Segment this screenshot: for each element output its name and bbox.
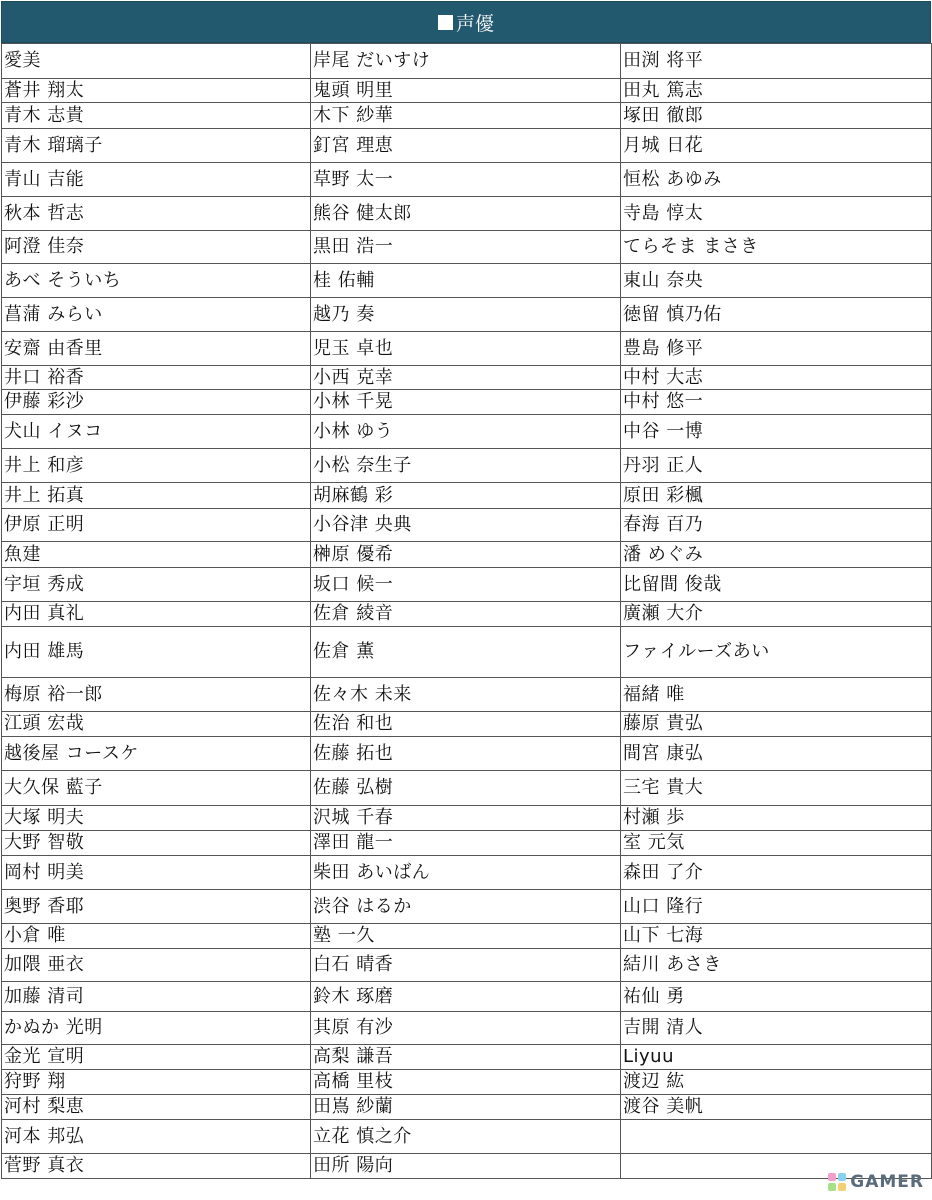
cast-name-cell: 奥野 香耶 bbox=[2, 890, 311, 924]
cast-name-cell: 福緒 唯 bbox=[621, 678, 932, 712]
cast-name-cell: 小松 奈生子 bbox=[311, 449, 621, 483]
cast-name-cell: 内田 真礼 bbox=[2, 602, 311, 627]
table-row bbox=[2, 831, 932, 856]
cast-name-cell: 寺島 惇太 bbox=[621, 197, 932, 231]
watermark-text: GAMER bbox=[850, 1172, 924, 1192]
cast-name-cell: 月城 日花 bbox=[621, 129, 932, 163]
cast-name-cell: 小林 ゆう bbox=[311, 415, 621, 449]
cast-name-cell: 草野 太一 bbox=[311, 163, 621, 197]
cast-name-cell: 渡谷 美帆 bbox=[621, 1095, 932, 1120]
cast-name-cell: 春海 百乃 bbox=[621, 509, 932, 542]
table-row bbox=[2, 1120, 932, 1154]
table-row bbox=[2, 103, 932, 129]
table-row bbox=[2, 264, 932, 298]
table-row bbox=[2, 1012, 932, 1045]
cast-name-cell: 釘宮 理恵 bbox=[311, 129, 621, 163]
cast-name-cell: 柴田 あいばん bbox=[311, 856, 621, 890]
cast-name-cell: 岡村 明美 bbox=[2, 856, 311, 890]
cast-name-cell: 胡麻鶴 彩 bbox=[311, 483, 621, 509]
cast-name-cell: 山口 隆行 bbox=[621, 890, 932, 924]
cast-name-cell: 佐治 和也 bbox=[311, 712, 621, 737]
cast-name-cell: 塚田 徹郎 bbox=[621, 103, 932, 129]
table-row bbox=[2, 483, 932, 509]
cast-name-cell: 渡辺 紘 bbox=[621, 1070, 932, 1095]
table-row bbox=[2, 771, 932, 806]
cast-name-cell: 蒼井 翔太 bbox=[2, 79, 311, 103]
cast-name-cell: 井上 拓真 bbox=[2, 483, 311, 509]
cast-name-cell: 鈴木 琢磨 bbox=[311, 982, 621, 1012]
cast-name-cell: 大塚 明夫 bbox=[2, 806, 311, 831]
cast-name-cell: 魚建 bbox=[2, 542, 311, 568]
cast-name-cell: 児玉 卓也 bbox=[311, 332, 621, 366]
cast-name-cell: 伊原 正明 bbox=[2, 509, 311, 542]
cast-name-cell: 結川 あさき bbox=[621, 949, 932, 982]
cast-name-cell: 立花 慎之介 bbox=[311, 1120, 621, 1154]
cast-name-cell: 高橋 里枝 bbox=[311, 1070, 621, 1095]
table-row bbox=[2, 197, 932, 231]
cast-name-cell: 菖蒲 みらい bbox=[2, 298, 311, 332]
cast-table-sheet bbox=[1, 1, 931, 1179]
square-bullet-icon bbox=[438, 15, 453, 30]
table-row bbox=[2, 856, 932, 890]
table-row bbox=[2, 542, 932, 568]
cast-name-cell: 青木 瑠璃子 bbox=[2, 129, 311, 163]
cast-name-cell: 狩野 翔 bbox=[2, 1070, 311, 1095]
cast-name-cell: 佐藤 拓也 bbox=[311, 737, 621, 771]
cast-name-cell: 大野 智敬 bbox=[2, 831, 311, 856]
gamer-logo-icon bbox=[827, 1172, 847, 1192]
table-row bbox=[2, 332, 932, 366]
cast-name-cell: 江頭 宏哉 bbox=[2, 712, 311, 737]
cast-name-cell: 藤原 貴弘 bbox=[621, 712, 932, 737]
cast-name-cell: 坂口 候一 bbox=[311, 568, 621, 602]
cast-name-cell: 佐々木 未来 bbox=[311, 678, 621, 712]
table-row bbox=[2, 163, 932, 197]
cast-name-cell: 中村 悠一 bbox=[621, 390, 932, 415]
cast-name-cell: 室 元気 bbox=[621, 831, 932, 856]
table-row bbox=[2, 890, 932, 924]
cast-name-cell: 阿澄 佳奈 bbox=[2, 231, 311, 264]
cast-name-cell: 越後屋 コースケ bbox=[2, 737, 311, 771]
cast-name-cell: 岸尾 だいすけ bbox=[311, 44, 621, 79]
cast-name-cell: てらそま まさき bbox=[621, 231, 932, 264]
cast-name-cell: 鬼頭 明里 bbox=[311, 79, 621, 103]
table-row bbox=[2, 390, 932, 415]
table-row bbox=[2, 1070, 932, 1095]
cast-name-cell: 青木 志貴 bbox=[2, 103, 311, 129]
table-row bbox=[2, 449, 932, 483]
cast-name-cell: 梅原 裕一郎 bbox=[2, 678, 311, 712]
cast-name-cell: 村瀬 歩 bbox=[621, 806, 932, 831]
table-row bbox=[2, 129, 932, 163]
cast-name-cell: 愛美 bbox=[2, 44, 311, 79]
cast-name-cell: 桂 佑輔 bbox=[311, 264, 621, 298]
cast-name-cell: 丹羽 正人 bbox=[621, 449, 932, 483]
cast-name-cell: 井口 裕香 bbox=[2, 366, 311, 390]
cast-name-cell: 其原 有沙 bbox=[311, 1012, 621, 1045]
cast-name-cell: かぬか 光明 bbox=[2, 1012, 311, 1045]
cast-name-cell: 東山 奈央 bbox=[621, 264, 932, 298]
table-row bbox=[2, 1095, 932, 1120]
cast-name-cell: 渋谷 はるか bbox=[311, 890, 621, 924]
header-title: 声優 bbox=[455, 12, 494, 35]
cast-name-cell: 恒松 あゆみ bbox=[621, 163, 932, 197]
cast-name-cell: 小倉 唯 bbox=[2, 924, 311, 949]
table-row bbox=[2, 298, 932, 332]
cast-name-cell: 吉開 清人 bbox=[621, 1012, 932, 1045]
table-row bbox=[2, 678, 932, 712]
cast-name-cell bbox=[621, 1120, 932, 1154]
cast-name-cell: 犬山 イヌコ bbox=[2, 415, 311, 449]
cast-name-cell: 内田 雄馬 bbox=[2, 627, 311, 678]
cast-name-cell: 加隈 亜衣 bbox=[2, 949, 311, 982]
table-row bbox=[2, 415, 932, 449]
table-row bbox=[2, 366, 932, 390]
cast-name-cell: 菅野 真衣 bbox=[2, 1154, 311, 1179]
table-row bbox=[2, 1154, 932, 1179]
cast-name-cell: 小谷津 央典 bbox=[311, 509, 621, 542]
cast-name-cell: 大久保 藍子 bbox=[2, 771, 311, 806]
cast-name-cell: 豊島 修平 bbox=[621, 332, 932, 366]
cast-name-cell: あべ そういち bbox=[2, 264, 311, 298]
table-row bbox=[2, 949, 932, 982]
table-row bbox=[2, 924, 932, 949]
cast-name-cell: 高梨 謙吾 bbox=[311, 1045, 621, 1070]
table-row bbox=[2, 568, 932, 602]
cast-name-cell: 原田 彩楓 bbox=[621, 483, 932, 509]
cast-name-cell: 沢城 千春 bbox=[311, 806, 621, 831]
cast-name-cell: 白石 晴香 bbox=[311, 949, 621, 982]
cast-name-cell: 金光 宣明 bbox=[2, 1045, 311, 1070]
table-row bbox=[2, 982, 932, 1012]
cast-name-cell: 佐藤 弘樹 bbox=[311, 771, 621, 806]
cast-name-cell: 小西 克幸 bbox=[311, 366, 621, 390]
cast-name-cell: 安齋 由香里 bbox=[2, 332, 311, 366]
cast-name-cell: Liyuu bbox=[621, 1045, 932, 1070]
table-row bbox=[2, 806, 932, 831]
cast-name-cell: 伊藤 彩沙 bbox=[2, 390, 311, 415]
cast-name-cell: 田嶌 紗蘭 bbox=[311, 1095, 621, 1120]
cast-name-cell: 山下 七海 bbox=[621, 924, 932, 949]
cast-name-cell: 井上 和彦 bbox=[2, 449, 311, 483]
voice-actor-table bbox=[1, 43, 932, 1179]
cast-name-cell: 祐仙 勇 bbox=[621, 982, 932, 1012]
cast-name-cell: 田渕 将平 bbox=[621, 44, 932, 79]
cast-name-cell: 中村 大志 bbox=[621, 366, 932, 390]
cast-name-cell: 熊谷 健太郎 bbox=[311, 197, 621, 231]
table-header bbox=[1, 1, 931, 43]
cast-name-cell: 三宅 貴大 bbox=[621, 771, 932, 806]
cast-name-cell: 黒田 浩一 bbox=[311, 231, 621, 264]
cast-name-cell: 越乃 奏 bbox=[311, 298, 621, 332]
cast-name-cell: 徳留 慎乃佑 bbox=[621, 298, 932, 332]
table-row bbox=[2, 1045, 932, 1070]
table-row bbox=[2, 712, 932, 737]
cast-name-cell: 河村 梨恵 bbox=[2, 1095, 311, 1120]
table-body bbox=[2, 44, 932, 1179]
cast-name-cell: 加藤 清司 bbox=[2, 982, 311, 1012]
cast-name-cell: 宇垣 秀成 bbox=[2, 568, 311, 602]
cast-name-cell: 森田 了介 bbox=[621, 856, 932, 890]
cast-name-cell: 中谷 一博 bbox=[621, 415, 932, 449]
cast-name-cell: 河本 邦弘 bbox=[2, 1120, 311, 1154]
table-row bbox=[2, 231, 932, 264]
table-row bbox=[2, 627, 932, 678]
cast-name-cell: 田所 陽向 bbox=[311, 1154, 621, 1179]
table-row bbox=[2, 44, 932, 79]
cast-name-cell: 秋本 哲志 bbox=[2, 197, 311, 231]
cast-name-cell: 木下 紗華 bbox=[311, 103, 621, 129]
cast-name-cell: 田丸 篤志 bbox=[621, 79, 932, 103]
cast-name-cell: 潘 めぐみ bbox=[621, 542, 932, 568]
cast-name-cell: 間宮 康弘 bbox=[621, 737, 932, 771]
table-row bbox=[2, 602, 932, 627]
cast-name-cell: 澤田 龍一 bbox=[311, 831, 621, 856]
gamer-watermark bbox=[827, 1172, 924, 1192]
cast-name-cell: 青山 吉能 bbox=[2, 163, 311, 197]
cast-name-cell: ファイルーズあい bbox=[621, 627, 932, 678]
cast-name-cell: 佐倉 薫 bbox=[311, 627, 621, 678]
cast-name-cell: 小林 千晃 bbox=[311, 390, 621, 415]
cast-name-cell: 塾 一久 bbox=[311, 924, 621, 949]
cast-name-cell: 榊原 優希 bbox=[311, 542, 621, 568]
cast-name-cell: 廣瀬 大介 bbox=[621, 602, 932, 627]
cast-name-cell: 佐倉 綾音 bbox=[311, 602, 621, 627]
table-row bbox=[2, 509, 932, 542]
table-row bbox=[2, 737, 932, 771]
cast-name-cell: 比留間 俊哉 bbox=[621, 568, 932, 602]
table-row bbox=[2, 79, 932, 103]
